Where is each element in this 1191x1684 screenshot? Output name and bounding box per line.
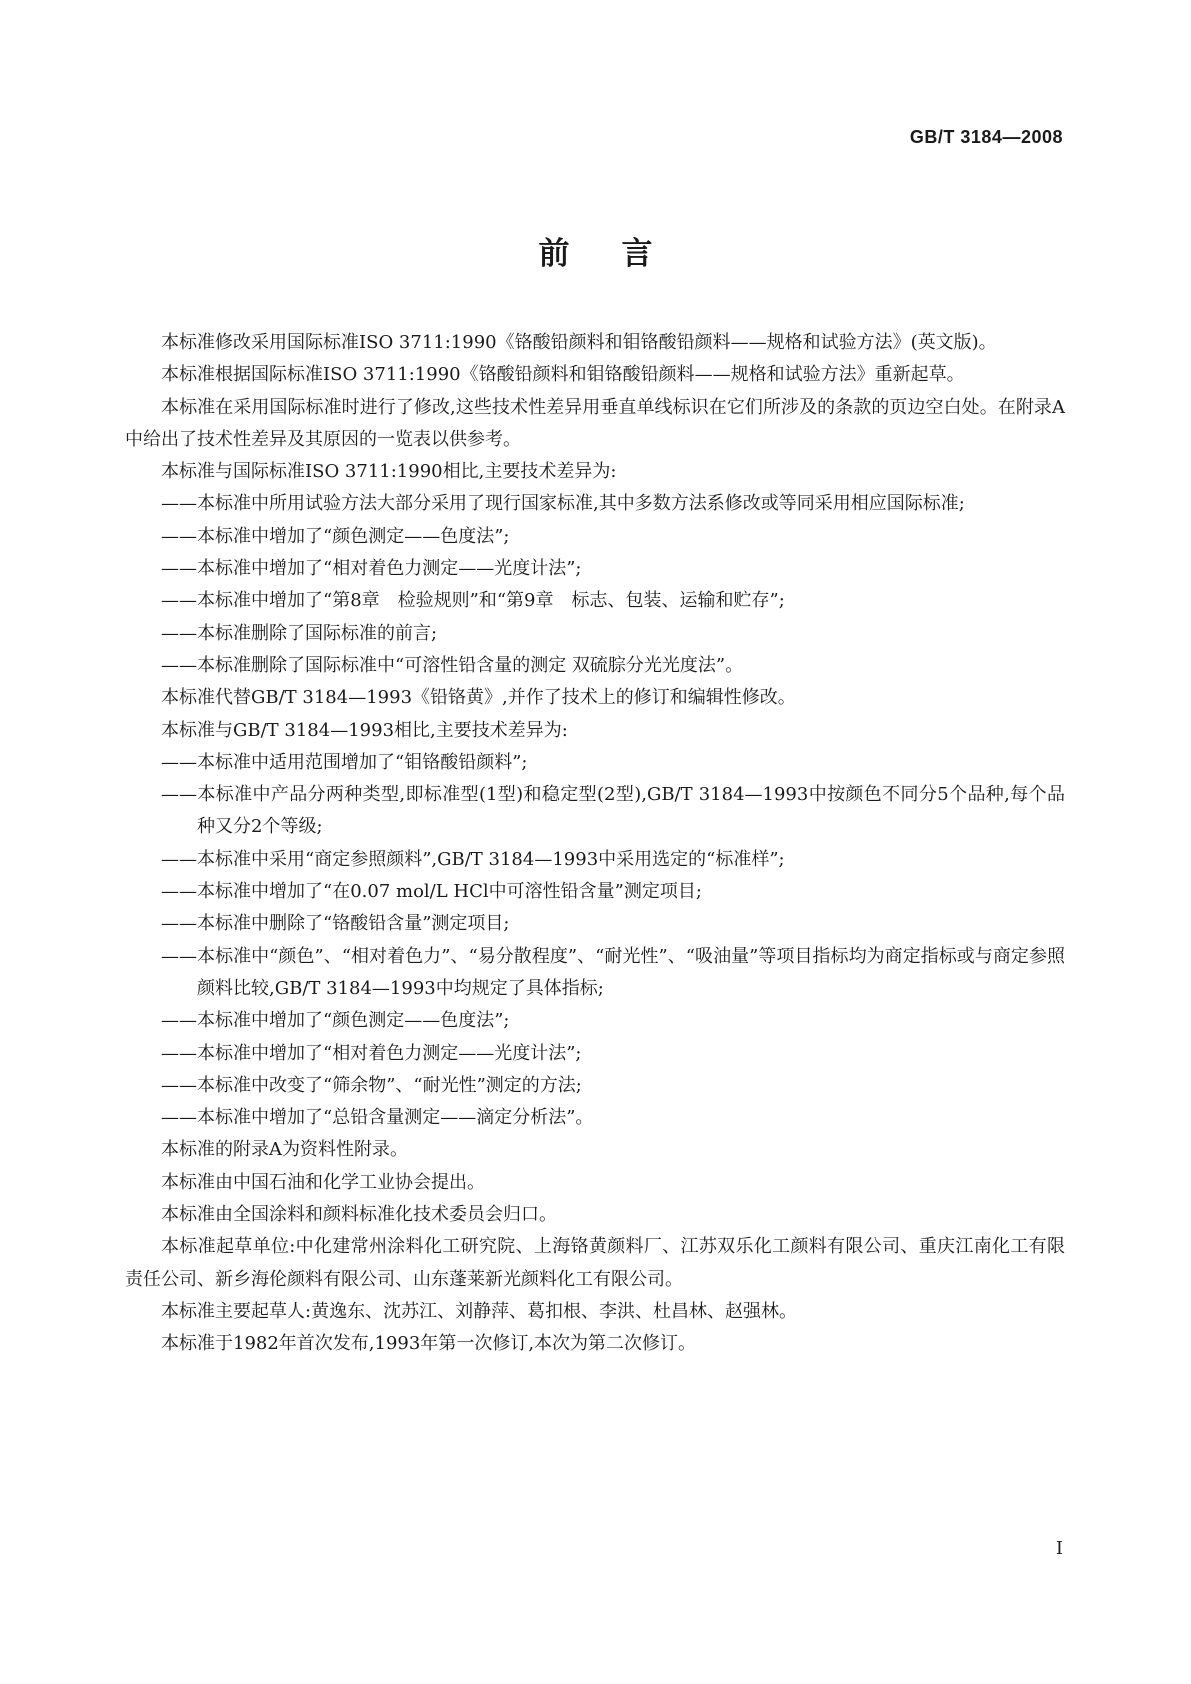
paragraph: 本标准根据国际标准ISO 3711:1990《铬酸铅颜料和钼铬酸铅颜料——规格和试验方法》重新起草。	[161, 364, 965, 386]
list-item: ——本标准删除了国际标准中“可溶性铅含量的测定 双硫腙分光光度法”。	[161, 654, 744, 676]
list-item: ——本标准中增加了“总铅含量测定——滴定分析法”。	[161, 1107, 594, 1129]
standard-number: GB/T 3184—2008	[909, 127, 1063, 147]
list-item: ——本标准中“颜色”、“相对着色力”、“易分散程度”、“耐光性”、“吸油量”等项目指标均为商定指标或与商定参照颜料比较,GB/T 3184—1993中均规定了具体指标;	[161, 945, 1065, 999]
list-item: ——本标准中适用范围增加了“钼铬酸铅颜料”;	[161, 751, 528, 773]
list-item: ——本标准中所用试验方法大部分采用了现行国家标准,其中多数方法系修改或等同采用相应国际标准;	[161, 493, 965, 515]
preface-body	[125, 327, 1065, 1361]
list-item: ——本标准中增加了“颜色测定——色度法”;	[161, 1010, 510, 1032]
paragraph: 本标准的附录A为资料性附录。	[161, 1139, 408, 1161]
paragraph: 本标准在采用国际标准时进行了修改,这些技术性差异用垂直单线标识在它们所涉及的条款的页边空白处。在附录A中给出了技术性差异及其原因的一览表以供参考。	[125, 396, 1065, 450]
list-item: ——本标准中删除了“铬酸铅含量”测定项目;	[161, 913, 510, 935]
paragraph: 本标准由全国涂料和颜料标准化技术委员会归口。	[161, 1204, 557, 1226]
list-item: ——本标准中改变了“筛余物”、“耐光性”测定的方法;	[161, 1074, 582, 1096]
list-item: ——本标准中增加了“相对着色力测定——光度计法”;	[161, 1042, 582, 1064]
paragraph: 本标准与GB/T 3184—1993相比,主要技术差异为:	[161, 719, 568, 741]
page-number: I	[1055, 1538, 1063, 1559]
paragraph: 本标准由中国石油和化学工业协会提出。	[161, 1171, 485, 1193]
list-item: ——本标准中产品分两种类型,即标准型(1型)和稳定型(2型),GB/T 3184—1993中按颜色不同分5个品种,每个品种又分2个等级;	[161, 784, 1065, 838]
list-item: ——本标准中增加了“颜色测定——色度法”;	[161, 525, 510, 547]
paragraph: 本标准与国际标准ISO 3711:1990相比,主要技术差异为:	[161, 461, 617, 483]
paragraph: 本标准修改采用国际标准ISO 3711:1990《铬酸铅颜料和钼铬酸铅颜料——规格和试验方法》(英文版)。	[161, 332, 997, 353]
paragraph: 本标准代替GB/T 3184—1993《铅铬黄》,并作了技术上的修订和编辑性修改。	[161, 687, 796, 709]
paragraph: 本标准主要起草人:黄逸东、沈苏江、刘静萍、葛扣根、李洪、杜昌林、赵强林。	[161, 1300, 798, 1322]
page-title: 前言	[538, 236, 705, 272]
list-item: ——本标准中增加了“第8章 检验规则”和“第9章 标志、包装、运输和贮存”;	[161, 590, 785, 612]
list-item: ——本标准中采用“商定参照颜料”,GB/T 3184—1993中采用选定的“标准样”;	[161, 848, 785, 870]
paragraph: 本标准于1982年首次发布,1993年第一次修订,本次为第二次修订。	[161, 1333, 697, 1355]
list-item: ——本标准中增加了“在0.07 mol/L HCl中可溶性铅含量”测定项目;	[161, 881, 702, 903]
list-item: ——本标准删除了国际标准的前言;	[161, 622, 438, 644]
paragraph: 本标准起草单位:中化建常州涂料化工研究院、上海铬黄颜料厂、江苏双乐化工颜料有限公司、重庆江南化工有限责任公司、新乡海伦颜料有限公司、山东蓬莱新光颜料化工有限公司。	[125, 1236, 1065, 1290]
list-item: ——本标准中增加了“相对着色力测定——光度计法”;	[161, 558, 582, 580]
